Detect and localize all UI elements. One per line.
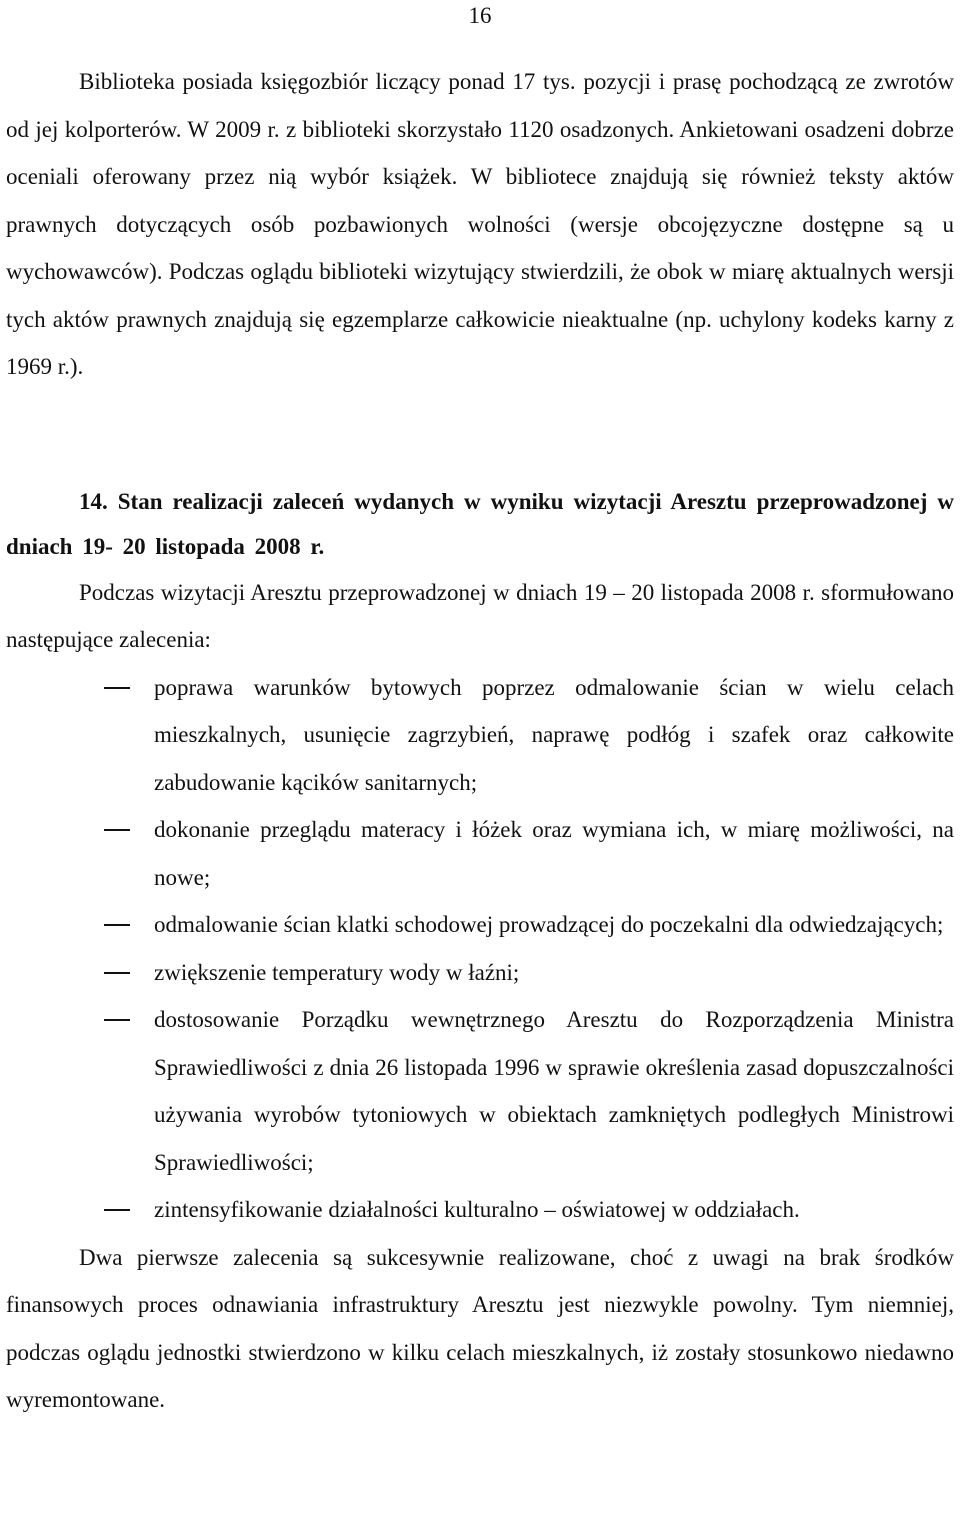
- recommendation-item: [154, 996, 954, 1186]
- page-number: 16: [468, 3, 492, 28]
- recommendation-item: [154, 949, 954, 997]
- recommendations-list: [6, 664, 954, 1234]
- dash-bullet-icon: [104, 1209, 130, 1211]
- recommendation-text: zwiększenie temperatury wody w łaźni;: [154, 959, 520, 985]
- recommendation-text: poprawa warunków bytowych poprzez odmalowanie ścian w wielu celach mieszkalnych, usunięcie zagrzybień, naprawę podłóg i szafek oraz całkowite zabudowanie kącików sanitarnych;: [154, 674, 954, 795]
- section-spacer: [6, 391, 954, 479]
- dash-bullet-icon: [104, 972, 130, 974]
- dash-bullet-icon: [104, 829, 130, 831]
- recommendation-item: [154, 806, 954, 901]
- conclusion-paragraph: Dwa pierwsze zalecenia są sukcesywnie realizowane, choć z uwagi na brak środków finansowych proces odnawiania infrastruktury Aresztu jest niezwykle powolny. Tym niemniej, podczas oglądu jednostki stwierdzono w kilku celach mieszkalnych, iż zostały stosunkowo niedawno wyremontowane.: [6, 1244, 954, 1412]
- document-body: [6, 58, 954, 1424]
- recommendation-text: dokonanie przeglądu materacy i łóżek oraz wymiana ich, w miarę możliwości, na nowe;: [154, 817, 954, 890]
- recommendation-text: zintensyfikowanie działalności kulturalno – oświatowej w oddziałach.: [154, 1197, 800, 1222]
- library-paragraph: Biblioteka posiada księgozbiór liczący ponad 17 tys. pozycji i prasę pochodzącą ze zwrotów od jej kolporterów. W 2009 r. z biblioteki skorzystało 1120 osadzonych. Ankietowani osadzeni dobrze oceniali oferowany przez nią wybór książek. W bibliotece znajdują się również teksty aktów prawnych dotyczących osób pozbawionych wolności (wersje obcojęzyczne dostępne są u wychowawców). Podczas oglądu biblioteki wizytujący stwierdzili, że obok w miarę aktualnych wersji tych aktów prawnych znajdują się egzemplarze całkowicie nieaktualne (np. uchylony kodeks karny z 1969 r.).: [6, 69, 954, 379]
- section-heading: 14. Stan realizacji zaleceń wydanych w wyniku wizytacji Aresztu przeprowadzonej w dniach 19- 20 listopada 2008 r.: [6, 488, 954, 559]
- recommendation-item: [154, 664, 954, 807]
- recommendation-text: odmalowanie ścian klatki schodowej prowadzącej do poczekalni dla odwiedzających;: [154, 912, 944, 937]
- recommendation-item: [154, 1186, 954, 1234]
- recommendation-item: [154, 901, 954, 949]
- intro-paragraph: Podczas wizytacji Aresztu przeprowadzonej w dniach 19 – 20 listopada 2008 r. sformułowano następujące zalecenia:: [6, 579, 954, 652]
- dash-bullet-icon: [104, 924, 130, 926]
- dash-bullet-icon: [104, 1019, 130, 1021]
- dash-bullet-icon: [104, 687, 130, 689]
- recommendation-text: dostosowanie Porządku wewnętrznego Aresztu do Rozporządzenia Ministra Sprawiedliwości z dnia 26 listopada 1996 w sprawie określenia zasad dopuszczalności używania wyrobów tytoniowych w obiektach zamkniętych podległych Ministrowi Sprawiedliwości;: [154, 1007, 954, 1175]
